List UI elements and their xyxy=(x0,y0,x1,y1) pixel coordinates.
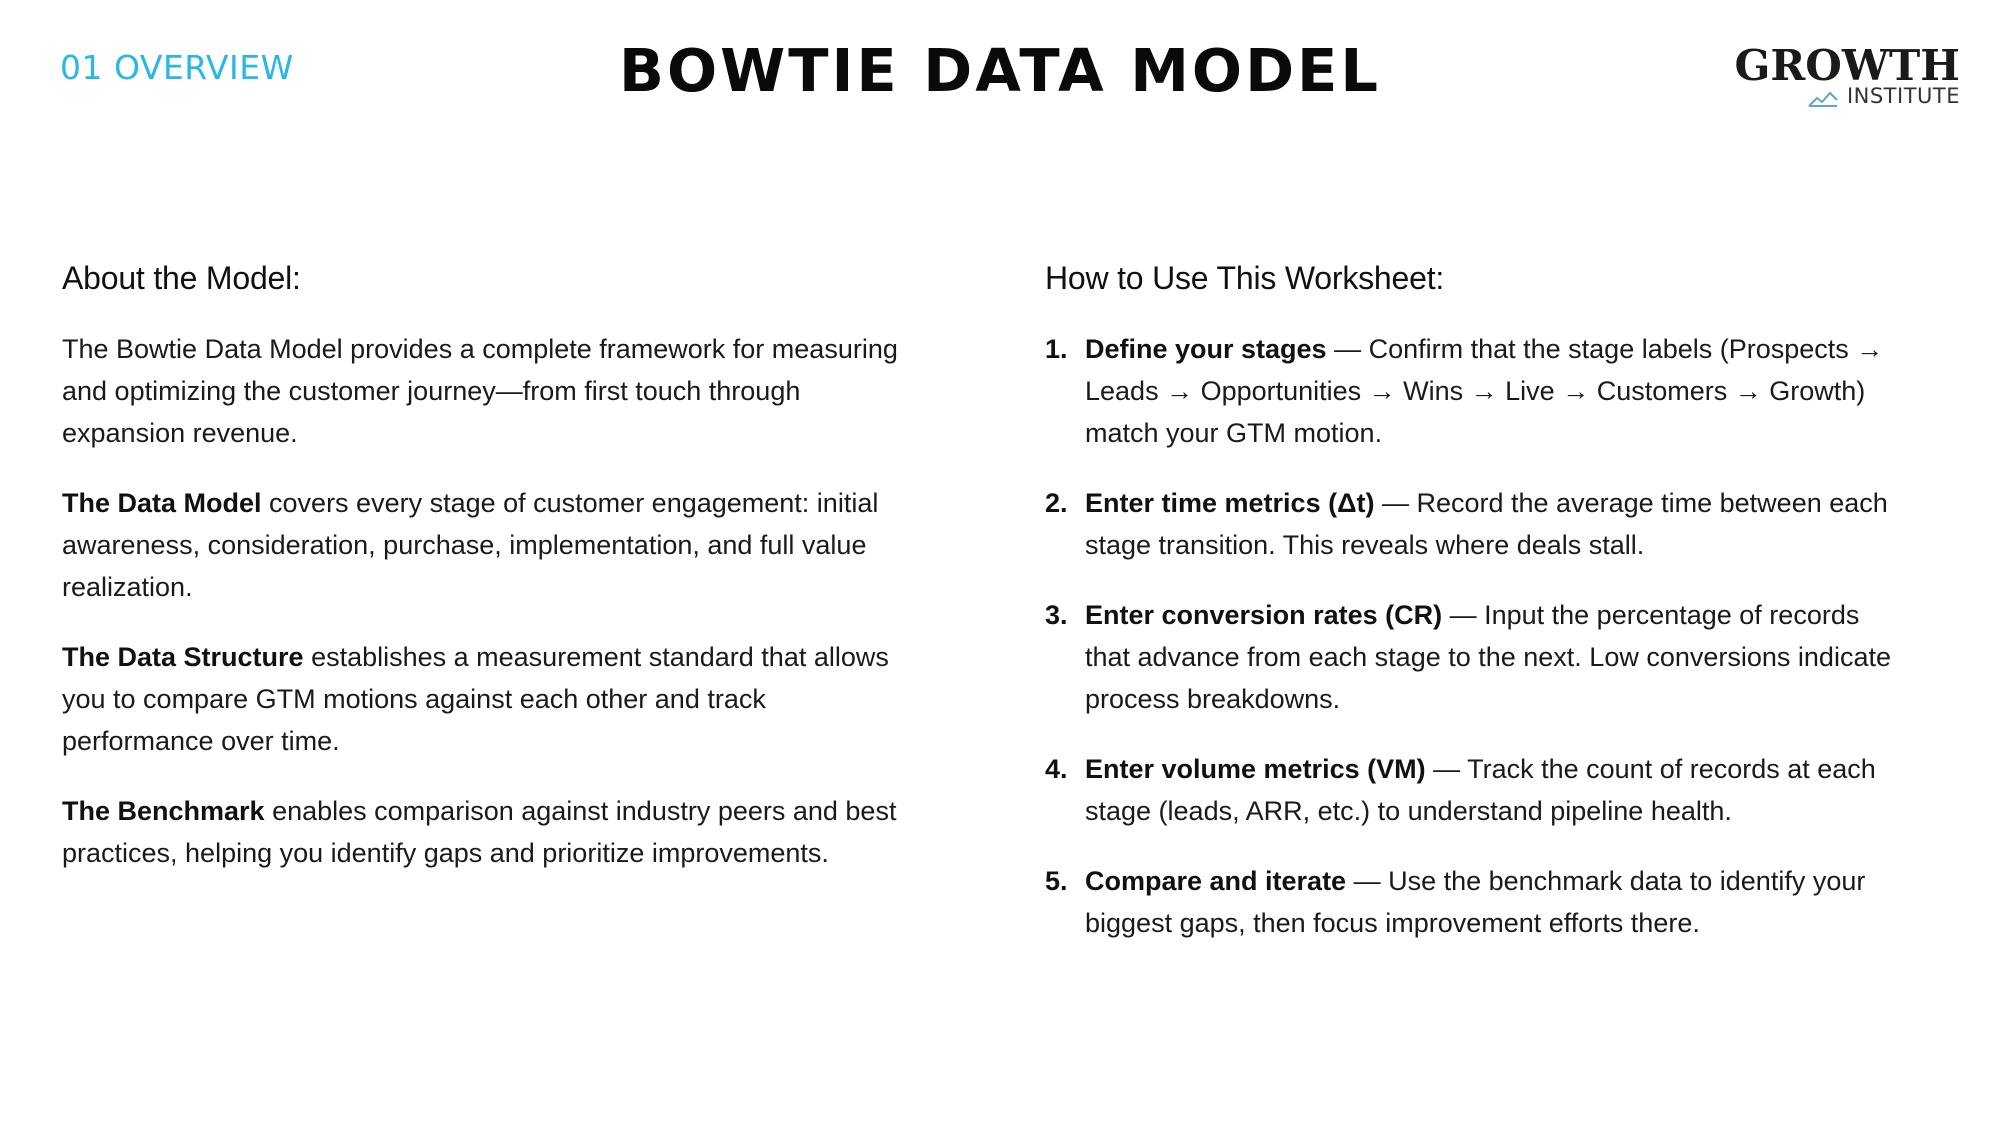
about-term: The Data Model xyxy=(62,488,262,518)
step-term: Enter time metrics (Δt) xyxy=(1085,488,1375,518)
mountain-icon xyxy=(1808,90,1838,108)
about-text: enables comparison against industry peers and best practices, helping you identify gaps and prioritize improvements. xyxy=(62,796,897,868)
step-item xyxy=(1045,594,1895,720)
step-item xyxy=(1045,748,1895,832)
about-intro: The Bowtie Data Model provides a complete framework for measuring and optimizing the customer journey—from first touch through expansion revenue. xyxy=(62,334,898,448)
about-text: covers every stage of customer engagement: initial awareness, consideration, purchase, implementation, and full value realization. xyxy=(62,488,879,602)
about-paragraph xyxy=(62,482,902,608)
step-item xyxy=(1045,328,1895,454)
logo-wordmark: GROWTH xyxy=(1734,41,1960,90)
step-item xyxy=(1045,860,1895,944)
howto-heading: How to Use This Worksheet: xyxy=(1045,260,1445,296)
step-text: — Track the count of records at each stage (leads, ARR, etc.) to understand pipeline health. xyxy=(1085,754,1876,826)
logo-subtitle: INSTITUTE xyxy=(1846,84,1960,108)
step-term: Enter conversion rates (CR) xyxy=(1085,600,1443,630)
growth-institute-logo xyxy=(1734,41,1960,110)
steps-list xyxy=(1045,328,1895,944)
step-number: 2. xyxy=(1045,488,1068,518)
about-paragraph xyxy=(62,636,902,762)
howto-section xyxy=(1045,258,1895,972)
step-number: 3. xyxy=(1045,600,1068,630)
about-term: The Data Structure xyxy=(62,642,304,672)
step-number: 1. xyxy=(1045,334,1068,364)
step-term: Compare and iterate xyxy=(1085,866,1347,896)
about-section xyxy=(62,258,902,902)
step-text: — Confirm that the stage labels (Prospects → Leads → Opportunities → Wins → Live → Customers → Growth) match your GTM motion. xyxy=(1085,334,1884,448)
step-term: Define your stages xyxy=(1085,334,1327,364)
about-text: establishes a measurement standard that allows you to compare GTM motions against each other and track performance over time. xyxy=(62,642,889,756)
page-title: BOWTIE DATA MODEL xyxy=(619,36,1381,105)
step-text: — Use the benchmark data to identify your biggest gaps, then focus improvement efforts there. xyxy=(1085,866,1866,938)
about-heading: About the Model: xyxy=(62,260,301,296)
step-text: — Input the percentage of records that advance from each stage to the next. Low conversions indicate process breakdowns. xyxy=(1085,600,1891,714)
step-number: 5. xyxy=(1045,866,1068,896)
step-item xyxy=(1045,482,1895,566)
section-label: 01 OVERVIEW xyxy=(60,48,294,87)
step-term: Enter volume metrics (VM) xyxy=(1085,754,1426,784)
about-term: The Benchmark xyxy=(62,796,265,826)
about-paragraph xyxy=(62,790,902,874)
step-text: — Record the average time between each stage transition. This reveals where deals stall. xyxy=(1085,488,1888,560)
step-number: 4. xyxy=(1045,754,1068,784)
